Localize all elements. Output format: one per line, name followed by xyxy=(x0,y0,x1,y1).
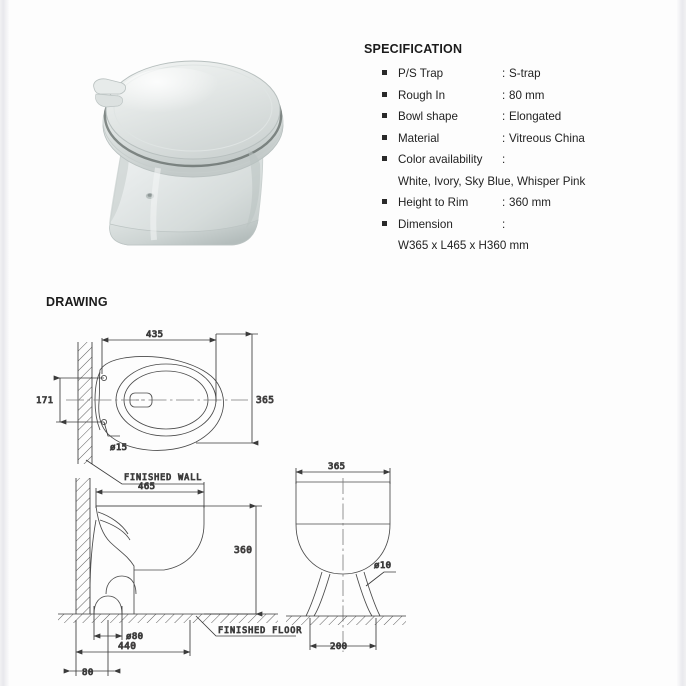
spec-row-rough-in xyxy=(364,89,664,102)
spec-row-color-availability xyxy=(364,153,664,166)
dim-top-435: 435 xyxy=(146,330,164,340)
spec-colon: : xyxy=(502,67,506,80)
spec-label: Material xyxy=(398,131,440,145)
drawing-front-view xyxy=(286,462,406,652)
spec-label: P/S Trap xyxy=(398,67,444,80)
spec-colon: : xyxy=(502,217,506,231)
spec-colon: : xyxy=(502,153,506,166)
bullet-square-icon xyxy=(382,113,387,118)
specification-section xyxy=(364,42,664,261)
bullet-square-icon xyxy=(382,92,387,97)
dim-side-440: 440 xyxy=(118,641,137,652)
dim-side-outlet-d80: ø80 xyxy=(126,632,144,642)
specification-heading: SPECIFICATION xyxy=(364,42,463,56)
dim-front-200: 200 xyxy=(330,642,348,652)
dim-side-rough-in-80: 80 xyxy=(82,668,94,678)
spec-label: Dimension xyxy=(398,217,453,231)
dim-side-465: 465 xyxy=(138,482,156,492)
dim-front-bolt-d10: ø10 xyxy=(374,561,392,571)
spec-row-bowl-shape xyxy=(364,110,664,123)
dim-top-171: 171 xyxy=(36,396,54,406)
spec-label: Bowl shape xyxy=(398,110,458,123)
bullet-square-icon xyxy=(382,70,387,75)
bullet-square-icon xyxy=(382,221,387,226)
dim-top-365: 365 xyxy=(256,395,275,406)
spec-label: Color availability xyxy=(398,153,483,166)
spec-value: 360 mm xyxy=(509,196,551,209)
spec-label: Height to Rim xyxy=(398,196,469,209)
spec-colon: : xyxy=(502,131,506,145)
bullet-square-icon xyxy=(382,156,387,161)
bullet-square-icon xyxy=(382,199,387,204)
spec-value: Elongated xyxy=(509,110,562,123)
label-finished-wall: FINISHED WALL xyxy=(124,473,203,483)
product-photo-toilet xyxy=(62,28,314,280)
spec-value: 80 mm xyxy=(509,88,545,102)
spec-row-height-to-rim xyxy=(364,196,664,209)
spec-value: S-trap xyxy=(509,67,541,80)
drawing-side-view xyxy=(58,478,302,678)
technical-drawings xyxy=(0,310,686,686)
spec-colon: : xyxy=(502,196,506,209)
spec-label: Rough In xyxy=(398,88,446,102)
spec-colon: : xyxy=(502,110,506,123)
drawing-top-view xyxy=(36,330,274,484)
bullet-square-icon xyxy=(382,135,387,140)
spec-row-material xyxy=(364,132,664,145)
spec-row-ps-trap xyxy=(364,67,664,80)
label-finished-floor: FINISHED FLOOR xyxy=(218,626,303,636)
spec-colon: : xyxy=(502,88,506,102)
dim-top-hole-d15: ø15 xyxy=(110,443,128,453)
dim-side-360: 360 xyxy=(234,545,253,556)
spec-dimension-values: W365 x L465 x H360 mm xyxy=(398,239,529,252)
drawing-heading: DRAWING xyxy=(46,295,108,309)
dim-front-365: 365 xyxy=(328,462,346,472)
spec-row-dimension xyxy=(364,218,664,231)
spec-color-values: White, Ivory, Sky Blue, Whisper Pink xyxy=(398,174,586,188)
spec-value: Vitreous China xyxy=(509,131,585,145)
